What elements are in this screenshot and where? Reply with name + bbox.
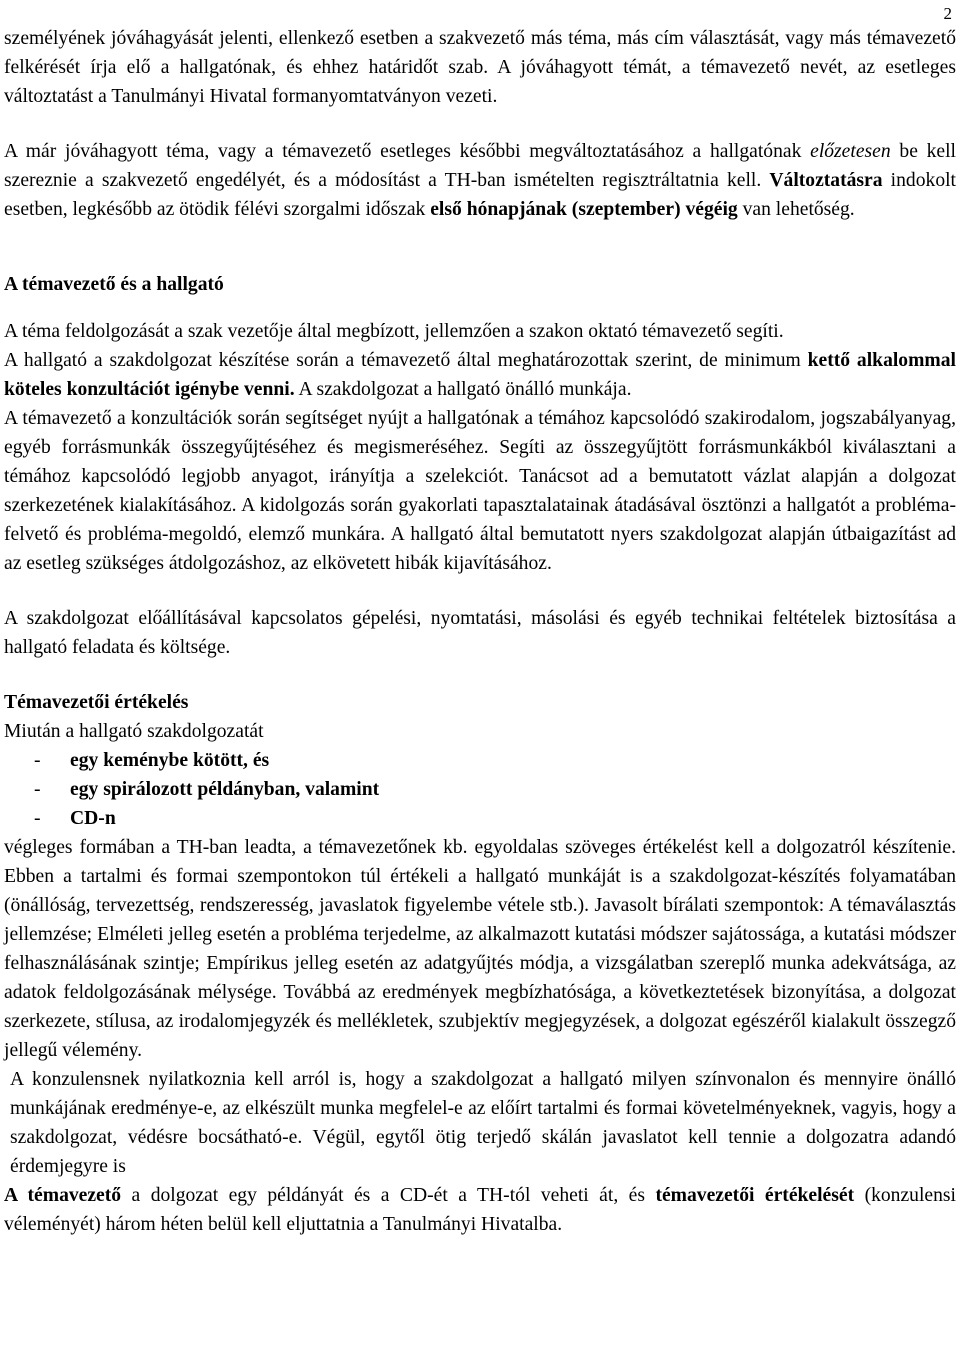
dash-marker: - (34, 808, 41, 829)
italic-run: előzetesen (810, 141, 891, 162)
bold-run: Változtatásra (769, 170, 883, 191)
list-item (4, 804, 956, 833)
bold-run: első hónapjának (szeptember) végéig (430, 199, 738, 220)
bold-run: A témavezető (4, 1185, 122, 1206)
text-run: indokolt esetben, legkésőbb az ötödik félévi szorgalmi időszak (4, 170, 957, 220)
dash-marker: - (34, 750, 41, 771)
paragraph-topic-change (4, 137, 956, 224)
paragraph-continuation: személyének jóváhagyását jelenti, ellenkező esetben a szakvezető más téma, más cím választását, vagy más témavezető felkérését írja elő a hallgatónak, és ehhez határidőt szab. A jóváhagyott témát, a témavezető nevét, az esetleges változtatást a Tanulmányi Hivatal formanyomtatványon vezeti. (4, 28, 956, 107)
text-run: van lehetőség. (737, 199, 855, 220)
list-item-text: egy keménybe kötött, és (70, 750, 270, 771)
text-run: be kell szereznie a szakvezető engedélyét, és a módosítást a TH-ban ismételten regisztráltatnia kell. (4, 141, 957, 191)
paragraph-evaluation-criteria: végleges formában a TH-ban leadta, a témavezetőnek kb. egyoldalas szöveges értékelést kell a dolgozatról készítenie. Ebben a tartalmi és formai szempontokon túl értékeli a hallgató munkáját is a szakdolgozat-készítés folyamatában (önállóság, tervezettség, rendszeresség, javaslatok figyelembe vétele stb.). Javasolt bírálati szempontok: A témaválasztás jellemzése; Elméleti jelleg esetén a probléma terjedelme, az alkalmazott kutatási módszer sajátossága, a kutatási módszer felhasználásának szintje; Empírikus jelleg esetén az adatgyűjtés módja, a vizsgálatban szereplő munka adekvátsága, az adatok feldolgozásának mélysége. Továbbá az eredmények megbízhatósága, a következtetések bizonyítása, a dolgozat szerkezete, stílusa, az irodalomjegyzék és mellékletek, szubjektív megjegyzések, a dolgozat egészéről kialakult összegző jellegű vélemény. (4, 837, 956, 1061)
bold-run: témavezetői értékelését (655, 1185, 855, 1206)
text-run: A szakdolgozat a hallgató önálló munkája. (294, 379, 632, 400)
text-run: A már jóváhagyott téma, vagy a témavezető esetleges későbbi megváltoztatásához a hallgatónak (4, 141, 811, 162)
list-item (4, 775, 956, 804)
submission-list (4, 746, 956, 833)
list-item-text: egy spirálozott példányban, valamint (70, 779, 380, 800)
paragraph-consultation (4, 346, 956, 404)
paragraph-evaluation-intro: Miután a hallgató szakdolgozatát (4, 721, 264, 742)
list-item-text: CD-n (70, 808, 116, 829)
text-run: a dolgozat egy példányát és a CD-ét a TH-tól veheti át, és (121, 1185, 656, 1206)
list-item (4, 746, 956, 775)
page-number: 2 (943, 4, 952, 23)
section-heading-supervisor-student: A témavezető és a hallgató (4, 274, 224, 295)
text-run: (konzulensi véleményét) három héten belül kell eljuttatnia a Tanulmányi Hivatalba. (4, 1185, 956, 1235)
paragraph-supervisor-help: A témavezető a konzultációk során segítséget nyújt a hallgatónak a témához kapcsolódó szakirodalom, jogszabályanyag, egyéb forrásmunkák összegyűjtéséhez és megismeréséhez. Segíti az összegyűjtött forrásmunkákból kiválasztani a témához kapcsolódó legjobb anyagot, irányítja a szelekciót. Tanácsot ad a bemutatott vázlat alapján a dolgozat szerkezetének kialakításához. A kidolgozás során gyakorlati tapasztalatainak átadásával ösztönzi a hallgatót a probléma-felvető és probléma-megoldó, elemző munkára. A hallgató által bemutatott nyers szakdolgozat alapján útbaigazítást ad az esetleg szükséges átdolgozáshoz, az elkövetett hibák kijavításához. (4, 408, 956, 574)
bold-run: kettő alkalommal köteles konzultációt igénybe venni. (4, 350, 956, 400)
section-heading-evaluation: Témavezetői értékelés (4, 692, 189, 713)
dash-marker: - (34, 779, 41, 800)
document-body (4, 24, 956, 1239)
paragraph-evaluation-deadline (4, 1181, 956, 1239)
paragraph-technical-conditions: A szakdolgozat előállításával kapcsolatos gépelési, nyomtatási, másolási és egyéb technikai feltételek biztosítása a hallgató feladata és költsége. (4, 608, 956, 658)
paragraph-consultant-statement: A konzulensnek nyilatkoznia kell arról is, hogy a szakdolgozat a hallgató milyen színvonalon és mennyire önálló munkájának eredménye-e, az elkészült munka megfelel-e az előírt tartalmi és formai követelményeknek, vagyis, hogy a szakdolgozat, védésre bocsátható-e. Végül, egytől ötig terjedő skálán javaslatot kell tennie a dolgozatra adandó érdemjegyre is (10, 1069, 956, 1177)
text-run: A hallgató a szakdolgozat készítése során a témavezető által meghatározottak szerint, de minimum (4, 350, 808, 371)
paragraph-supervisor-role: A téma feldolgozását a szak vezetője által megbízott, jellemzően a szakon oktató témavezető segíti. (4, 321, 784, 342)
